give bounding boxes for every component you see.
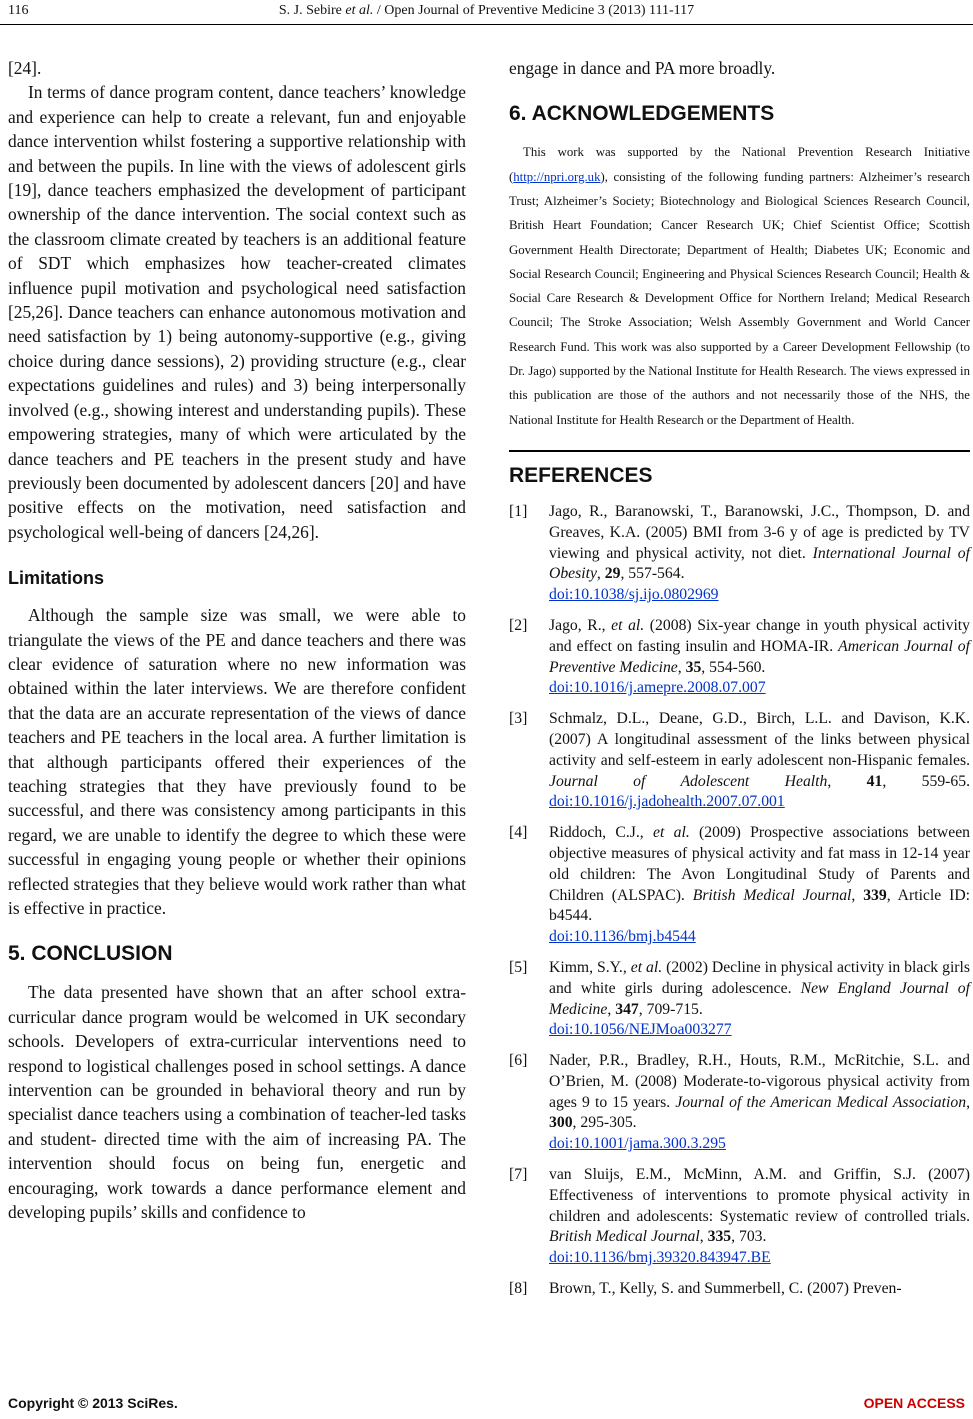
reference-etal: et al.: [630, 958, 663, 976]
left-column: [8, 56, 466, 1224]
running-head-authors: S. J. Sebire: [278, 3, 346, 18]
reference-etal: et al.: [653, 824, 690, 842]
reference-d: , 554-560.: [701, 658, 766, 676]
reference-text: [549, 1051, 970, 1155]
paragraph-conclusion-end: engage in dance and PA more broadly.: [509, 58, 776, 78]
reference-number: [6]: [509, 1052, 528, 1070]
reference-vol: 300: [549, 1114, 573, 1132]
footer-copyright: Copyright © 2013 SciRes.: [8, 1395, 178, 1411]
reference-text: [549, 958, 970, 1041]
reference-text: [549, 502, 970, 606]
reference-d: , 703.: [731, 1228, 767, 1246]
references-divider: [509, 450, 970, 452]
reference-d: , Article ID: b4544.: [549, 886, 971, 925]
page-header: [0, 0, 973, 25]
page-number: 116: [8, 3, 29, 18]
reference-vol: 29: [604, 565, 621, 583]
reference-d: , 295-305.: [572, 1114, 637, 1132]
reference-item: [509, 823, 970, 948]
paragraph-limitations: Although the sample size was small, we were able to triangulate the views of the PE and dance teachers and there was clear evidence of saturation where no new information was obtained within the later interviews. We are therefore confident that the data are an accurate representation of the views of dance teachers and PE teachers in the local area. A further limitation is that although participants offered their experiences of the teaching strategies that they have previously found to be successful, and there was consistency among participants in this regard, we are unable to identify the degree to which these were successful in engaging young people or whether their opinions reflected strategies that they believe would work rather than what is effective in practice.: [8, 605, 466, 918]
reference-etal: et al.: [611, 616, 645, 634]
reference-journal: International Journal of Obesity: [549, 544, 970, 583]
reference-number: [3]: [509, 710, 528, 728]
reference-vol: 41: [866, 772, 883, 790]
doi-link[interactable]: doi:10.1038/sj.ijo.0802969: [549, 586, 719, 604]
doi-link[interactable]: doi:10.1001/jama.300.3.295: [549, 1135, 726, 1153]
reference-text: [549, 709, 970, 813]
reference-item: [509, 1051, 970, 1155]
doi-link[interactable]: doi:10.1016/j.amepre.2008.07.007: [549, 679, 766, 697]
reference-text: [549, 616, 970, 699]
reference-number: [2]: [509, 616, 528, 634]
reference-b: (2002) Decline in physical activity in black girls and white girls during adolescence.: [549, 958, 970, 997]
doi-link[interactable]: doi:10.1136/bmj.39320.843947.BE: [549, 1249, 771, 1267]
reference-journal: New England Journal of Medicine: [549, 979, 970, 1018]
reference-number: [1]: [509, 502, 528, 520]
paragraph-dance-content: In terms of dance program content, dance teachers’ knowledge and experience can help to create a relevant, fun and enjoyable dance intervention whilst fostering a supportive relationship with and between the pupils. In line with the views of adolescent girls [19], dance teachers emphasized the development of participant ownership of the dance intervention. The social context such as the classroom climate created by teachers is an additional feature of SDT which emphasizes how teacher-created climates influence pupil motivation and psychological need satisfaction [25,26]. Dance teachers can enhance autonomous motivation and need satisfaction by 1) being autonomy-supportive (e.g., giving choice during dance sessions), 2) providing structure (e.g., clear expectations guidelines and rules) and 3) being interpersonally involved (e.g., showing interest and understanding pupils). These empowering strategies, many of which were articulated by the dance teachers and PE teachers in the present study and have previously been documented by adolescent dancers [20] and have positive effects on the motivation, need satisfaction and psychological well-being of dancers [24,26].: [8, 82, 466, 542]
npri-link[interactable]: http://npri.org.uk: [513, 169, 601, 184]
reference-number: [8]: [509, 1280, 528, 1298]
reference-number: [5]: [509, 958, 528, 976]
reference-vol: 347: [615, 1000, 639, 1018]
reference-vol: 335: [707, 1228, 732, 1246]
reference-b: (2008) Six-year change in youth physical activity and effect on fasting insulin and HOMA-IR.: [549, 616, 971, 655]
ack-text-end: ), consisting of the following funding partners: Alzheimer’s research Trust; Alzheimer’s Society; Biotechnology and Biological Sciences Research Council, British Heart Foundation; Cancer Research UK; Chief Scientist Office; Scottish Government Health Directorate; Department of Health; Diabetes UK; Economic and Social Research Council; Engineering and Physical Sciences Research Council; Health & Social Care Research & Development Office for Northern Ireland; Medical Research Council; The Stroke Association; Welsh Assembly Government and World Cancer Research Fund. This work was also supported by a Career Development Fellowship (to Dr. Jago) supported by the National Institute for Health Research. The views expressed in this publication are those of the authors and not necessarily those of the NHS, the National Institute for Health Research or the Department of Health.: [509, 169, 970, 427]
running-head-etal: et al.: [345, 3, 374, 18]
reference-a: Riddoch, C.J.,: [549, 824, 653, 842]
doi-link[interactable]: doi:10.1016/j.jadohealth.2007.07.001: [549, 793, 785, 811]
conclusion-heading: 5. CONCLUSION: [8, 942, 173, 966]
reference-number: [4]: [509, 824, 528, 842]
reference-c: ,: [596, 565, 605, 583]
reference-text: [549, 1165, 970, 1269]
reference-a: Brown, T., Kelly, S. and Summerbell, C. (2007) Preven-: [549, 1280, 902, 1298]
reference-a: Nader, P.R., Bradley, R.H., Houts, R.M., McRitchie, S.L. and O’Brien, M. (2008) Moderate-to-vigorous physical activity from ages 9 to 15 years.: [549, 1052, 970, 1111]
acknowledgements-text: [509, 140, 970, 432]
reference-b: (2009) Prospective associations between objective measures of physical activity and fat mass in 12-14 year old children: The Avon Longitudinal Study of Parents and Children (ALSPAC).: [549, 824, 970, 904]
reference-journal: British Medical Journal: [692, 886, 852, 904]
reference-item: [509, 616, 970, 699]
acknowledgements-heading: 6. ACKNOWLEDGEMENTS: [509, 102, 775, 126]
ack-text-start: This work was supported by the National Prevention Research Initiative (: [509, 145, 970, 184]
references-heading: REFERENCES: [509, 463, 653, 487]
reference-item: [509, 1165, 970, 1269]
doi-link[interactable]: doi:10.1056/NEJMoa003277: [549, 1021, 732, 1039]
reference-list: [509, 502, 970, 1300]
reference-d: , 709-715.: [638, 1000, 703, 1018]
right-column: [509, 56, 970, 1310]
reference-item: [509, 1279, 970, 1300]
reference-vol: 339: [863, 886, 887, 904]
reference-number: [7]: [509, 1166, 528, 1184]
reference-a: Jago, R.,: [549, 616, 612, 634]
reference-d: , 557-564.: [620, 565, 685, 583]
reference-journal: Journal of the American Medical Association: [675, 1093, 967, 1111]
footer-open-access: OPEN ACCESS: [863, 1395, 965, 1411]
reference-text: [549, 1279, 970, 1300]
reference-d: , 559-65.: [882, 772, 970, 790]
reference-item: [509, 958, 970, 1041]
running-head: [0, 3, 973, 19]
running-head-journal: / Open Journal of Preventive Medicine 3 (2013) 111-117: [373, 3, 695, 18]
reference-item: [509, 709, 970, 813]
reference-c: ,: [827, 772, 867, 790]
paragraph-continuation: [24].: [8, 58, 42, 78]
reference-a: van Sluijs, E.M., McMinn, A.M. and Griffin, S.J. (2007) Effectiveness of interventions to promote physical activity in children and adolescents: Systematic review of controlled trials.: [549, 1166, 970, 1225]
reference-item: [509, 502, 970, 606]
reference-journal: British Medical Journal: [549, 1228, 700, 1246]
paragraph-conclusion: The data presented have shown that an after school extra-curricular dance program would be welcomed in UK secondary schools. Developers of extra-curricular interventions need to respond to logistical challenges posed in school settings. A dance intervention can be grounded in behavioral theory and run by specialist dance teachers using a combination of teacher-led tasks and student- directed time with the aim of increasing PA. The intervention should focus on being fun, energetic and encouraging, work towards a dance performance element and developing pupils’ skills and confidence to: [8, 982, 466, 1223]
reference-c: ,: [699, 1228, 708, 1246]
reference-c: ,: [607, 1000, 616, 1018]
reference-c: ,: [677, 658, 686, 676]
reference-journal: Journal of Adolescent Health: [549, 772, 828, 790]
limitations-heading: Limitations: [8, 568, 105, 589]
reference-a: Jago, R., Baranowski, T., Baranowski, J.C., Thompson, D. and Greaves, K.A. (2005) BMI from 3-6 y of age is predicted by TV viewing and physical activity, not diet.: [549, 502, 970, 562]
reference-vol: 35: [685, 658, 702, 676]
reference-a: Schmalz, D.L., Deane, G.D., Birch, L.L. and Davison, K.K. (2007) A longitudinal assessment of the links between physical activity and self-esteem in early adolescent non-Hispanic females.: [549, 710, 970, 769]
reference-journal: American Journal of Preventive Medicine: [549, 637, 971, 676]
reference-text: [549, 823, 970, 948]
doi-link[interactable]: doi:10.1136/bmj.b4544: [549, 928, 696, 946]
reference-c: ,: [966, 1093, 970, 1111]
reference-c: ,: [851, 886, 864, 904]
reference-a: Kimm, S.Y.,: [549, 958, 631, 976]
